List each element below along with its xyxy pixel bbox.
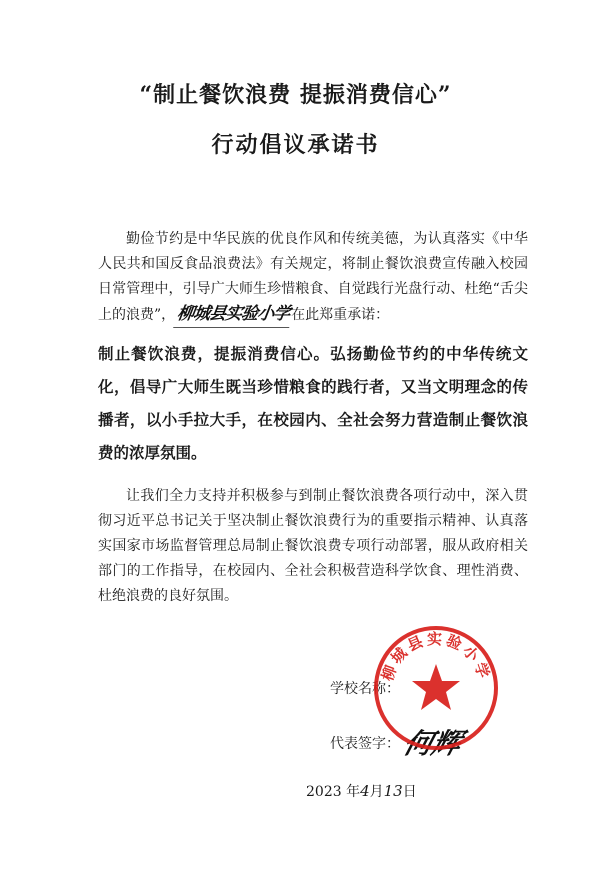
seal-star-icon	[412, 664, 460, 710]
document-title-line1: “制止餐饮浪费 提振消费信心”	[139, 82, 452, 108]
date-day-suffix: 日	[402, 784, 417, 800]
date-month: 4	[360, 782, 370, 800]
school-name-label: 学校名称：	[330, 681, 400, 697]
paragraph-intro	[98, 227, 528, 328]
date-year: 2023 年	[306, 784, 361, 800]
date-day: 13	[383, 782, 403, 800]
official-seal-icon	[368, 620, 504, 756]
document-title-line2: 行动倡议承诺书	[211, 132, 380, 158]
date-month-suffix: 月	[369, 784, 384, 800]
handwritten-school-name: 柳城县实验小学	[173, 302, 293, 328]
document-date	[306, 781, 417, 801]
representative-label: 代表签字：	[330, 736, 400, 752]
paragraph-intro-suffix: 在此郑重承诺：	[291, 307, 390, 323]
paragraph-call-to-action: 让我们全力支持并积极参与到制止餐饮浪费各项行动中，深入贯彻习近平总书记关于坚决制止餐饮浪费行为的重要指示精神、认真落实国家市场监督管理总局制止餐饮浪费专项行动部署，服从政府相关部门的工作指导，在校园内、全社会积极营造科学饮食、理性消费、杜绝浪费的良好氛围。	[98, 488, 528, 604]
handwritten-signature: 何辉	[400, 727, 466, 760]
paragraph-intro-text: 勤俭节约是中华民族的优良作风和传统美德，为认真落实《中华人民共和国反食品浪费法》有关规定，将制止餐饮浪费宣传融入校园日常管理中，引导广大师生珍惜粮食、自觉践行光盘行动、杜绝“舌尖上的浪费”，	[98, 231, 528, 323]
seal-text: 柳城县实验小学	[378, 630, 494, 684]
paragraph-commitment: 制止餐饮浪费，提振消费信心。弘扬勤俭节约的中华传统文化，倡导广大师生既当珍惜粮食的践行者，又当文明理念的传播者，以小手拉大手，在校园内、全社会努力营造制止餐饮浪费的浓厚氛围。	[98, 345, 528, 462]
